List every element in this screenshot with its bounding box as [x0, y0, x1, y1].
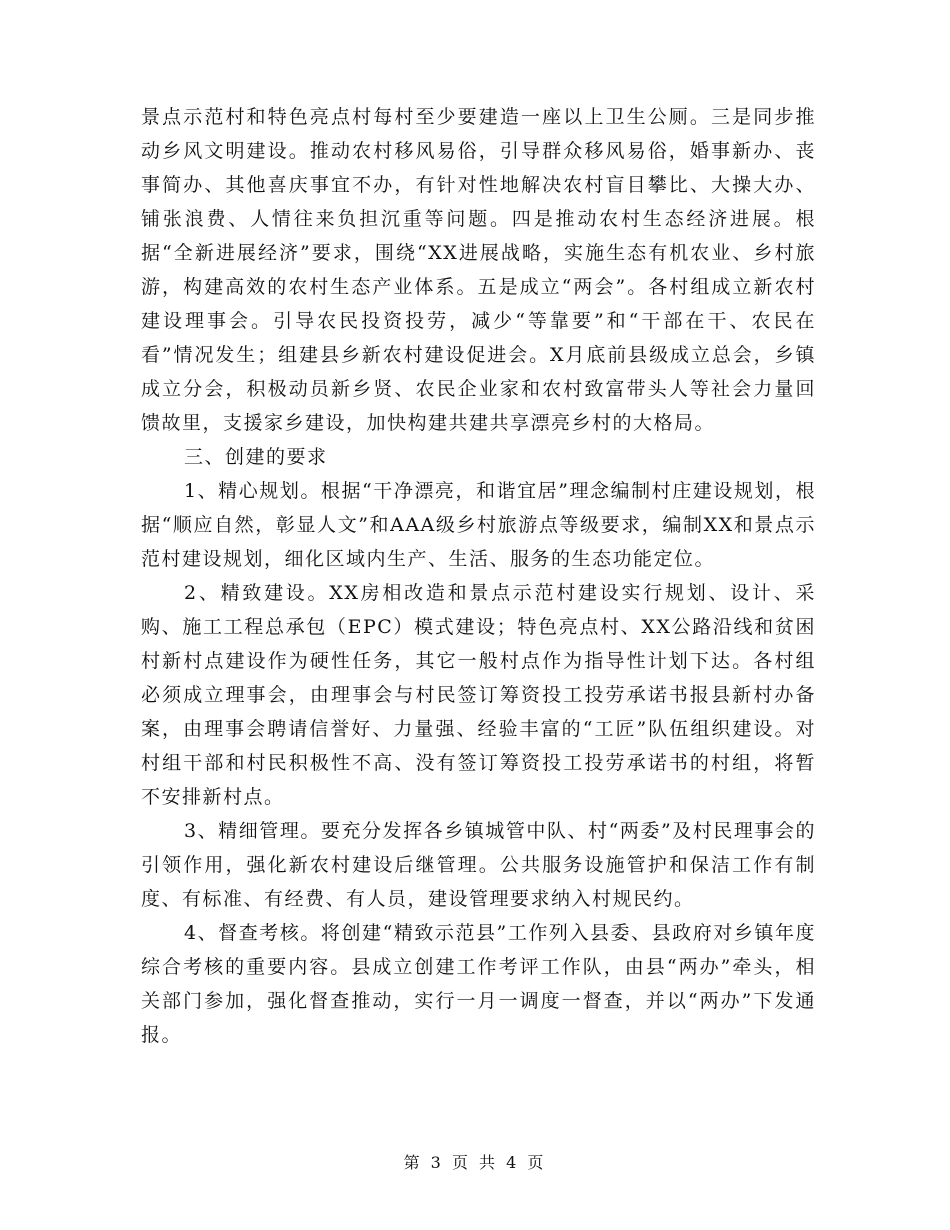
paragraph-fine-management: 3、精细管理。要充分发挥各乡镇城管中队、村“两委”及村民理事会的引领作用，强化新农村建设后继管理。公共服务设施管护和保洁工作有制度、有标准、有经费、有人员，建设管理要求纳入村规民约。 — [141, 820, 816, 910]
page-number-footer: 第 3 页 共 4 页 — [403, 1153, 547, 1172]
paragraph-careful-planning: 1、精心规划。根据“干净漂亮，和谐宜居”理念编制村庄建设规划，根据“顺应自然，彰显人文”和AAA级乡村旅游点等级要求，编制XX和景点示范村建设规划，细化区域内生产、生活、服务的生态功能定位。 — [141, 480, 816, 570]
section-heading-requirements: 三、创建的要求 — [184, 446, 328, 468]
paragraph-supervision-assessment: 4、督查考核。将创建“精致示范县”工作列入县委、县政府对乡镇年度综合考核的重要内容。县成立创建工作考评工作队，由县“两办”牵头，相关部门参加，强化督查推动，实行一月一调度一督查，并以“两办”下发通报。 — [141, 922, 816, 1046]
paragraph-fine-construction: 2、精致建设。XX房相改造和景点示范村建设实行规划、设计、采购、施工工程总承包（EPC）模式建设；特色亮点村、XX公路沿线和贫困村新村点建设作为硬性任务，其它一般村点作为指导性计划下达。各村组必须成立理事会，由理事会与村民签订筹资投工投劳承诺书报县新村办备案，由理事会聘请信誉好、力量强、经验丰富的“工匠”队伍组织建设。对村组干部和村民积极性不高、没有签订筹资投工投劳承诺书的村组，将暂不安排新村点。 — [141, 582, 816, 808]
paragraph-continued: 景点示范村和特色亮点村每村至少要建造一座以上卫生公厕。三是同步推动乡风文明建设。推动农村移风易俗，引导群众移风易俗，婚事新办、丧事简办、其他喜庆事宜不办，有针对性地解决农村盲目攀比、大操大办、铺张浪费、人情往来负担沉重等问题。四是推动农村生态经济进展。根据“全新进展经济”要求，围绕“XX进展战略，实施生态有机农业、乡村旅游，构建高效的农村生态产业体系。五是成立“两会”。各村组成立新农村建设理事会。引导农民投资投劳，减少“等靠要”和“干部在干、农民在看”情况发生；组建县乡新农村建设促进会。X月底前县级成立总会，乡镇成立分会，积极动员新乡贤、农民企业家和农村致富带头人等社会力量回馈故里，支援家乡建设，加快构建共建共享漂亮乡村的大格局。 — [141, 106, 816, 434]
document-body — [141, 100, 816, 1052]
